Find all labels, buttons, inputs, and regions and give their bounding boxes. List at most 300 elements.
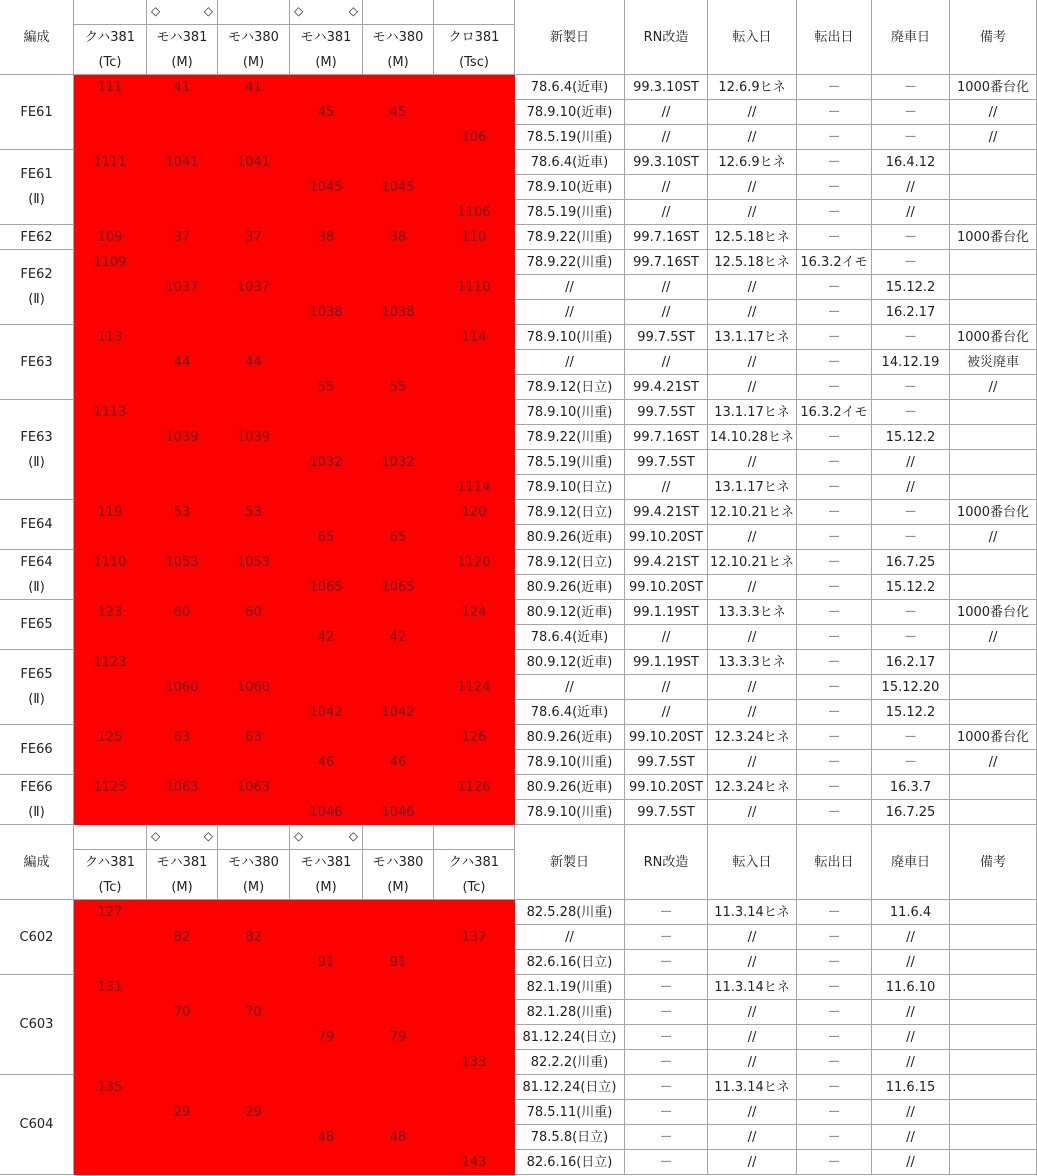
header-car-5[interactable] <box>434 25 515 75</box>
car-number-cell[interactable] <box>290 250 363 325</box>
car-number-cell[interactable] <box>147 975 218 1075</box>
data-cell[interactable]: － <box>797 750 872 775</box>
data-cell[interactable]: 11.3.14ヒネ <box>708 1075 797 1100</box>
data-cell[interactable]: 78.9.22(川重) <box>515 250 625 275</box>
data-cell[interactable]: 82.2.2(川重) <box>515 1050 625 1075</box>
data-cell[interactable]: － <box>797 725 872 750</box>
data-cell[interactable] <box>950 650 1037 675</box>
data-cell[interactable] <box>950 250 1037 275</box>
data-cell[interactable]: 99.7.16ST <box>625 225 708 250</box>
data-cell[interactable]: // <box>708 275 797 300</box>
data-cell[interactable]: // <box>950 100 1037 125</box>
car-number-cell[interactable] <box>290 75 363 150</box>
car-number-cell[interactable] <box>290 150 363 225</box>
data-cell[interactable]: // <box>872 200 950 225</box>
header-diamond-cell[interactable] <box>290 0 363 25</box>
data-cell[interactable] <box>950 200 1037 225</box>
car-number-cell[interactable] <box>290 650 363 725</box>
data-cell[interactable]: 13.1.17ヒネ <box>708 475 797 500</box>
data-cell[interactable]: － <box>872 525 950 550</box>
data-cell[interactable]: 1000番台化 <box>950 75 1037 100</box>
header-car-5[interactable] <box>434 850 515 900</box>
data-cell[interactable]: 99.1.19ST <box>625 600 708 625</box>
data-cell[interactable]: 16.2.17 <box>872 300 950 325</box>
car-number-cell[interactable] <box>434 325 515 400</box>
data-cell[interactable]: 16.3.7 <box>872 775 950 800</box>
header-col-5[interactable]: 備考 <box>950 0 1037 75</box>
data-cell[interactable]: － <box>625 1100 708 1125</box>
data-cell[interactable]: － <box>797 625 872 650</box>
header-car-1[interactable] <box>147 850 218 900</box>
header-col-4[interactable]: 廃車日 <box>872 825 950 900</box>
data-cell[interactable] <box>950 800 1037 825</box>
data-cell[interactable]: 1000番台化 <box>950 500 1037 525</box>
data-cell[interactable]: 78.6.4(近車) <box>515 625 625 650</box>
data-cell[interactable]: // <box>950 625 1037 650</box>
formation-name[interactable] <box>0 1075 74 1175</box>
header-diamond-cell[interactable] <box>74 0 147 25</box>
header-diamond-cell[interactable] <box>147 0 218 25</box>
data-cell[interactable]: － <box>797 350 872 375</box>
data-cell[interactable]: 78.9.12(日立) <box>515 550 625 575</box>
data-cell[interactable]: － <box>872 500 950 525</box>
data-cell[interactable]: － <box>797 500 872 525</box>
data-cell[interactable]: 11.3.14ヒネ <box>708 900 797 925</box>
data-cell[interactable]: // <box>625 125 708 150</box>
data-cell[interactable]: － <box>797 100 872 125</box>
data-cell[interactable]: 11.3.14ヒネ <box>708 975 797 1000</box>
car-number-cell[interactable] <box>290 225 363 250</box>
data-cell[interactable]: － <box>797 375 872 400</box>
data-cell[interactable]: － <box>797 275 872 300</box>
data-cell[interactable]: // <box>708 1025 797 1050</box>
data-cell[interactable] <box>950 175 1037 200</box>
data-cell[interactable]: // <box>625 475 708 500</box>
data-cell[interactable]: // <box>708 125 797 150</box>
car-number-cell[interactable] <box>74 975 147 1075</box>
car-number-cell[interactable] <box>434 775 515 825</box>
formation-name[interactable] <box>0 600 74 650</box>
car-number-cell[interactable] <box>147 725 218 775</box>
header-car-3[interactable] <box>290 850 363 900</box>
header-car-0[interactable] <box>74 25 147 75</box>
car-number-cell[interactable] <box>290 1075 363 1175</box>
data-cell[interactable] <box>950 775 1037 800</box>
car-number-cell[interactable] <box>147 550 218 600</box>
data-cell[interactable]: － <box>797 300 872 325</box>
data-cell[interactable]: － <box>797 1125 872 1150</box>
data-cell[interactable] <box>950 1050 1037 1075</box>
data-cell[interactable]: － <box>625 950 708 975</box>
data-cell[interactable]: // <box>872 950 950 975</box>
car-number-cell[interactable] <box>434 650 515 725</box>
data-cell[interactable]: － <box>872 725 950 750</box>
car-number-cell[interactable] <box>363 325 434 400</box>
data-cell[interactable]: // <box>515 675 625 700</box>
data-cell[interactable]: // <box>872 1025 950 1050</box>
header-col-2[interactable]: 転入日 <box>708 825 797 900</box>
data-cell[interactable] <box>950 1075 1037 1100</box>
data-cell[interactable]: 99.7.16ST <box>625 425 708 450</box>
data-cell[interactable]: － <box>797 425 872 450</box>
car-number-cell[interactable] <box>434 150 515 225</box>
data-cell[interactable]: 78.5.19(川重) <box>515 450 625 475</box>
formation-name[interactable] <box>0 500 74 550</box>
data-cell[interactable]: 16.7.25 <box>872 800 950 825</box>
header-car-1[interactable] <box>147 25 218 75</box>
data-cell[interactable]: － <box>797 1025 872 1050</box>
car-number-cell[interactable] <box>74 550 147 600</box>
car-number-cell[interactable] <box>290 325 363 400</box>
data-cell[interactable]: 80.9.12(近車) <box>515 650 625 675</box>
data-cell[interactable]: 12.6.9ヒネ <box>708 75 797 100</box>
car-number-cell[interactable] <box>363 500 434 550</box>
data-cell[interactable]: 78.9.10(川重) <box>515 800 625 825</box>
data-cell[interactable]: 99.10.20ST <box>625 725 708 750</box>
data-cell[interactable] <box>950 550 1037 575</box>
data-cell[interactable]: 99.10.20ST <box>625 575 708 600</box>
formation-name[interactable] <box>0 775 74 825</box>
data-cell[interactable]: － <box>625 925 708 950</box>
data-cell[interactable]: － <box>797 675 872 700</box>
data-cell[interactable]: － <box>797 650 872 675</box>
car-number-cell[interactable] <box>74 650 147 725</box>
data-cell[interactable]: 1000番台化 <box>950 725 1037 750</box>
car-number-cell[interactable] <box>74 325 147 400</box>
data-cell[interactable]: // <box>515 300 625 325</box>
car-number-cell[interactable] <box>363 650 434 725</box>
data-cell[interactable]: // <box>708 800 797 825</box>
data-cell[interactable]: 99.4.21ST <box>625 550 708 575</box>
data-cell[interactable]: 78.5.19(川重) <box>515 125 625 150</box>
data-cell[interactable]: － <box>797 1000 872 1025</box>
data-cell[interactable]: － <box>797 700 872 725</box>
data-cell[interactable]: // <box>950 750 1037 775</box>
car-number-cell[interactable] <box>218 650 290 725</box>
car-number-cell[interactable] <box>74 725 147 775</box>
data-cell[interactable]: // <box>708 1050 797 1075</box>
header-car-0[interactable] <box>74 850 147 900</box>
data-cell[interactable]: － <box>797 950 872 975</box>
car-number-cell[interactable] <box>363 900 434 975</box>
data-cell[interactable]: 78.9.12(日立) <box>515 375 625 400</box>
car-number-cell[interactable] <box>74 900 147 975</box>
data-cell[interactable]: 16.3.2イモ <box>797 400 872 425</box>
car-number-cell[interactable] <box>74 250 147 325</box>
car-number-cell[interactable] <box>74 775 147 825</box>
data-cell[interactable]: 78.9.10(川重) <box>515 750 625 775</box>
data-cell[interactable]: 82.6.16(日立) <box>515 950 625 975</box>
data-cell[interactable] <box>950 400 1037 425</box>
car-number-cell[interactable] <box>434 600 515 650</box>
data-cell[interactable] <box>950 150 1037 175</box>
data-cell[interactable]: － <box>797 150 872 175</box>
data-cell[interactable]: 14.12.19 <box>872 350 950 375</box>
data-cell[interactable]: // <box>625 200 708 225</box>
data-cell[interactable]: － <box>872 625 950 650</box>
data-cell[interactable]: 78.9.12(日立) <box>515 500 625 525</box>
car-number-cell[interactable] <box>363 225 434 250</box>
data-cell[interactable]: // <box>872 175 950 200</box>
formation-name[interactable] <box>0 725 74 775</box>
data-cell[interactable]: 82.1.28(川重) <box>515 1000 625 1025</box>
data-cell[interactable]: 15.12.20 <box>872 675 950 700</box>
data-cell[interactable]: // <box>625 675 708 700</box>
data-cell[interactable]: － <box>625 1150 708 1175</box>
car-number-cell[interactable] <box>147 225 218 250</box>
data-cell[interactable]: // <box>872 1050 950 1075</box>
car-number-cell[interactable] <box>434 1075 515 1175</box>
formation-name[interactable] <box>0 900 74 975</box>
data-cell[interactable]: // <box>515 350 625 375</box>
car-number-cell[interactable] <box>147 250 218 325</box>
data-cell[interactable]: － <box>797 75 872 100</box>
data-cell[interactable]: 78.9.22(川重) <box>515 225 625 250</box>
data-cell[interactable]: － <box>872 250 950 275</box>
data-cell[interactable]: 13.3.3ヒネ <box>708 600 797 625</box>
data-cell[interactable]: － <box>797 1100 872 1125</box>
data-cell[interactable]: 99.3.10ST <box>625 75 708 100</box>
header-col-2[interactable]: 転入日 <box>708 0 797 75</box>
data-cell[interactable]: 78.5.11(川重) <box>515 1100 625 1125</box>
header-car-4[interactable] <box>363 25 434 75</box>
header-diamond-cell[interactable] <box>434 825 515 850</box>
data-cell[interactable]: 1000番台化 <box>950 600 1037 625</box>
car-number-cell[interactable] <box>147 650 218 725</box>
car-number-cell[interactable] <box>147 325 218 400</box>
car-number-cell[interactable] <box>218 225 290 250</box>
header-formation[interactable]: 編成 <box>0 0 74 75</box>
data-cell[interactable]: // <box>708 1150 797 1175</box>
car-number-cell[interactable] <box>290 400 363 500</box>
data-cell[interactable]: － <box>625 1125 708 1150</box>
car-number-cell[interactable] <box>434 250 515 325</box>
data-cell[interactable]: // <box>872 1150 950 1175</box>
data-cell[interactable]: // <box>950 125 1037 150</box>
car-number-cell[interactable] <box>434 550 515 600</box>
data-cell[interactable]: － <box>797 775 872 800</box>
data-cell[interactable]: － <box>872 225 950 250</box>
car-number-cell[interactable] <box>434 500 515 550</box>
data-cell[interactable]: // <box>625 625 708 650</box>
data-cell[interactable] <box>950 275 1037 300</box>
car-number-cell[interactable] <box>363 1075 434 1175</box>
data-cell[interactable]: // <box>950 375 1037 400</box>
car-number-cell[interactable] <box>363 150 434 225</box>
car-number-cell[interactable] <box>290 725 363 775</box>
data-cell[interactable]: － <box>625 1075 708 1100</box>
data-cell[interactable]: － <box>872 75 950 100</box>
data-cell[interactable]: 82.5.28(川重) <box>515 900 625 925</box>
data-cell[interactable]: // <box>872 925 950 950</box>
data-cell[interactable]: 12.3.24ヒネ <box>708 725 797 750</box>
data-cell[interactable]: 99.3.10ST <box>625 150 708 175</box>
data-cell[interactable] <box>950 300 1037 325</box>
car-number-cell[interactable] <box>290 900 363 975</box>
data-cell[interactable]: // <box>708 625 797 650</box>
car-number-cell[interactable] <box>434 75 515 150</box>
data-cell[interactable]: 80.9.26(近車) <box>515 525 625 550</box>
car-number-cell[interactable] <box>74 500 147 550</box>
data-cell[interactable]: 16.2.17 <box>872 650 950 675</box>
header-diamond-cell[interactable] <box>434 0 515 25</box>
data-cell[interactable]: 11.6.10 <box>872 975 950 1000</box>
data-cell[interactable]: － <box>797 475 872 500</box>
data-cell[interactable]: // <box>708 300 797 325</box>
formation-name[interactable] <box>0 250 74 325</box>
data-cell[interactable]: 11.6.4 <box>872 900 950 925</box>
header-car-2[interactable] <box>218 850 290 900</box>
data-cell[interactable]: 80.9.26(近車) <box>515 725 625 750</box>
data-cell[interactable]: 99.7.5ST <box>625 750 708 775</box>
car-number-cell[interactable] <box>218 400 290 500</box>
car-number-cell[interactable] <box>218 900 290 975</box>
data-cell[interactable]: // <box>625 175 708 200</box>
data-cell[interactable]: 78.6.4(近車) <box>515 700 625 725</box>
car-number-cell[interactable] <box>218 1075 290 1175</box>
data-cell[interactable]: － <box>625 1000 708 1025</box>
data-cell[interactable]: 82.1.19(川重) <box>515 975 625 1000</box>
data-cell[interactable]: － <box>797 175 872 200</box>
data-cell[interactable]: － <box>797 450 872 475</box>
data-cell[interactable]: 78.9.10(近車) <box>515 175 625 200</box>
data-cell[interactable] <box>950 450 1037 475</box>
data-cell[interactable]: 99.4.21ST <box>625 500 708 525</box>
data-cell[interactable]: // <box>708 575 797 600</box>
formation-name[interactable] <box>0 550 74 600</box>
data-cell[interactable]: // <box>872 1000 950 1025</box>
data-cell[interactable] <box>950 1150 1037 1175</box>
car-number-cell[interactable] <box>363 975 434 1075</box>
formation-name[interactable] <box>0 225 74 250</box>
data-cell[interactable] <box>950 1000 1037 1025</box>
data-cell[interactable]: 78.5.19(川重) <box>515 200 625 225</box>
data-cell[interactable]: 99.10.20ST <box>625 775 708 800</box>
data-cell[interactable]: // <box>708 1000 797 1025</box>
data-cell[interactable]: － <box>797 900 872 925</box>
data-cell[interactable]: 99.7.5ST <box>625 450 708 475</box>
data-cell[interactable]: // <box>708 375 797 400</box>
car-number-cell[interactable] <box>74 75 147 150</box>
data-cell[interactable]: － <box>797 800 872 825</box>
data-cell[interactable]: 12.10.21ヒネ <box>708 550 797 575</box>
data-cell[interactable] <box>950 1100 1037 1125</box>
car-number-cell[interactable] <box>218 775 290 825</box>
data-cell[interactable]: 78.9.10(川重) <box>515 325 625 350</box>
header-diamond-cell[interactable] <box>363 0 434 25</box>
car-number-cell[interactable] <box>290 500 363 550</box>
header-col-1[interactable]: RN改造 <box>625 0 708 75</box>
car-number-cell[interactable] <box>147 900 218 975</box>
car-number-cell[interactable] <box>218 500 290 550</box>
car-number-cell[interactable] <box>147 500 218 550</box>
car-number-cell[interactable] <box>290 775 363 825</box>
data-cell[interactable]: － <box>797 1075 872 1100</box>
car-number-cell[interactable] <box>218 550 290 600</box>
car-number-cell[interactable] <box>434 900 515 975</box>
data-cell[interactable]: 99.7.5ST <box>625 400 708 425</box>
data-cell[interactable]: － <box>797 925 872 950</box>
header-col-3[interactable]: 転出日 <box>797 0 872 75</box>
car-number-cell[interactable] <box>363 250 434 325</box>
data-cell[interactable]: 78.9.22(川重) <box>515 425 625 450</box>
data-cell[interactable]: － <box>625 975 708 1000</box>
car-number-cell[interactable] <box>363 775 434 825</box>
car-number-cell[interactable] <box>74 1075 147 1175</box>
car-number-cell[interactable] <box>218 325 290 400</box>
car-number-cell[interactable] <box>434 225 515 250</box>
data-cell[interactable]: 15.12.2 <box>872 275 950 300</box>
car-number-cell[interactable] <box>147 1075 218 1175</box>
header-col-4[interactable]: 廃車日 <box>872 0 950 75</box>
data-cell[interactable]: － <box>872 325 950 350</box>
data-cell[interactable]: 12.5.18ヒネ <box>708 250 797 275</box>
data-cell[interactable]: 99.7.5ST <box>625 325 708 350</box>
data-cell[interactable]: 78.9.10(近車) <box>515 100 625 125</box>
data-cell[interactable] <box>950 675 1037 700</box>
header-col-0[interactable]: 新製日 <box>515 0 625 75</box>
data-cell[interactable] <box>950 925 1037 950</box>
data-cell[interactable]: 80.9.26(近車) <box>515 575 625 600</box>
data-cell[interactable]: 78.9.10(川重) <box>515 400 625 425</box>
data-cell[interactable]: 99.7.16ST <box>625 250 708 275</box>
car-number-cell[interactable] <box>74 600 147 650</box>
header-car-2[interactable] <box>218 25 290 75</box>
data-cell[interactable]: － <box>797 1150 872 1175</box>
data-cell[interactable]: 12.5.18ヒネ <box>708 225 797 250</box>
data-cell[interactable]: 11.6.15 <box>872 1075 950 1100</box>
car-number-cell[interactable] <box>74 225 147 250</box>
data-cell[interactable]: － <box>872 400 950 425</box>
data-cell[interactable]: // <box>950 525 1037 550</box>
data-cell[interactable]: 15.12.2 <box>872 700 950 725</box>
data-cell[interactable]: // <box>708 950 797 975</box>
data-cell[interactable]: 80.9.26(近車) <box>515 775 625 800</box>
header-col-0[interactable]: 新製日 <box>515 825 625 900</box>
car-number-cell[interactable] <box>363 75 434 150</box>
data-cell[interactable] <box>950 475 1037 500</box>
data-cell[interactable]: // <box>708 175 797 200</box>
car-number-cell[interactable] <box>290 550 363 600</box>
data-cell[interactable]: // <box>708 750 797 775</box>
data-cell[interactable]: 1000番台化 <box>950 325 1037 350</box>
car-number-cell[interactable] <box>434 975 515 1075</box>
car-number-cell[interactable] <box>147 600 218 650</box>
data-cell[interactable]: // <box>872 450 950 475</box>
data-cell[interactable]: // <box>708 700 797 725</box>
data-cell[interactable]: // <box>708 1100 797 1125</box>
data-cell[interactable]: // <box>625 100 708 125</box>
car-number-cell[interactable] <box>290 975 363 1075</box>
data-cell[interactable]: // <box>625 275 708 300</box>
formation-name[interactable] <box>0 400 74 500</box>
car-number-cell[interactable] <box>74 400 147 500</box>
data-cell[interactable]: 16.3.2イモ <box>797 250 872 275</box>
data-cell[interactable]: 15.12.2 <box>872 425 950 450</box>
data-cell[interactable]: － <box>797 975 872 1000</box>
data-cell[interactable]: 13.1.17ヒネ <box>708 400 797 425</box>
data-cell[interactable]: － <box>797 600 872 625</box>
header-col-5[interactable]: 備考 <box>950 825 1037 900</box>
car-number-cell[interactable] <box>218 975 290 1075</box>
data-cell[interactable]: // <box>872 475 950 500</box>
car-number-cell[interactable] <box>218 600 290 650</box>
data-cell[interactable]: // <box>708 675 797 700</box>
car-number-cell[interactable] <box>363 600 434 650</box>
car-number-cell[interactable] <box>147 75 218 150</box>
formation-name[interactable] <box>0 325 74 400</box>
data-cell[interactable] <box>950 700 1037 725</box>
